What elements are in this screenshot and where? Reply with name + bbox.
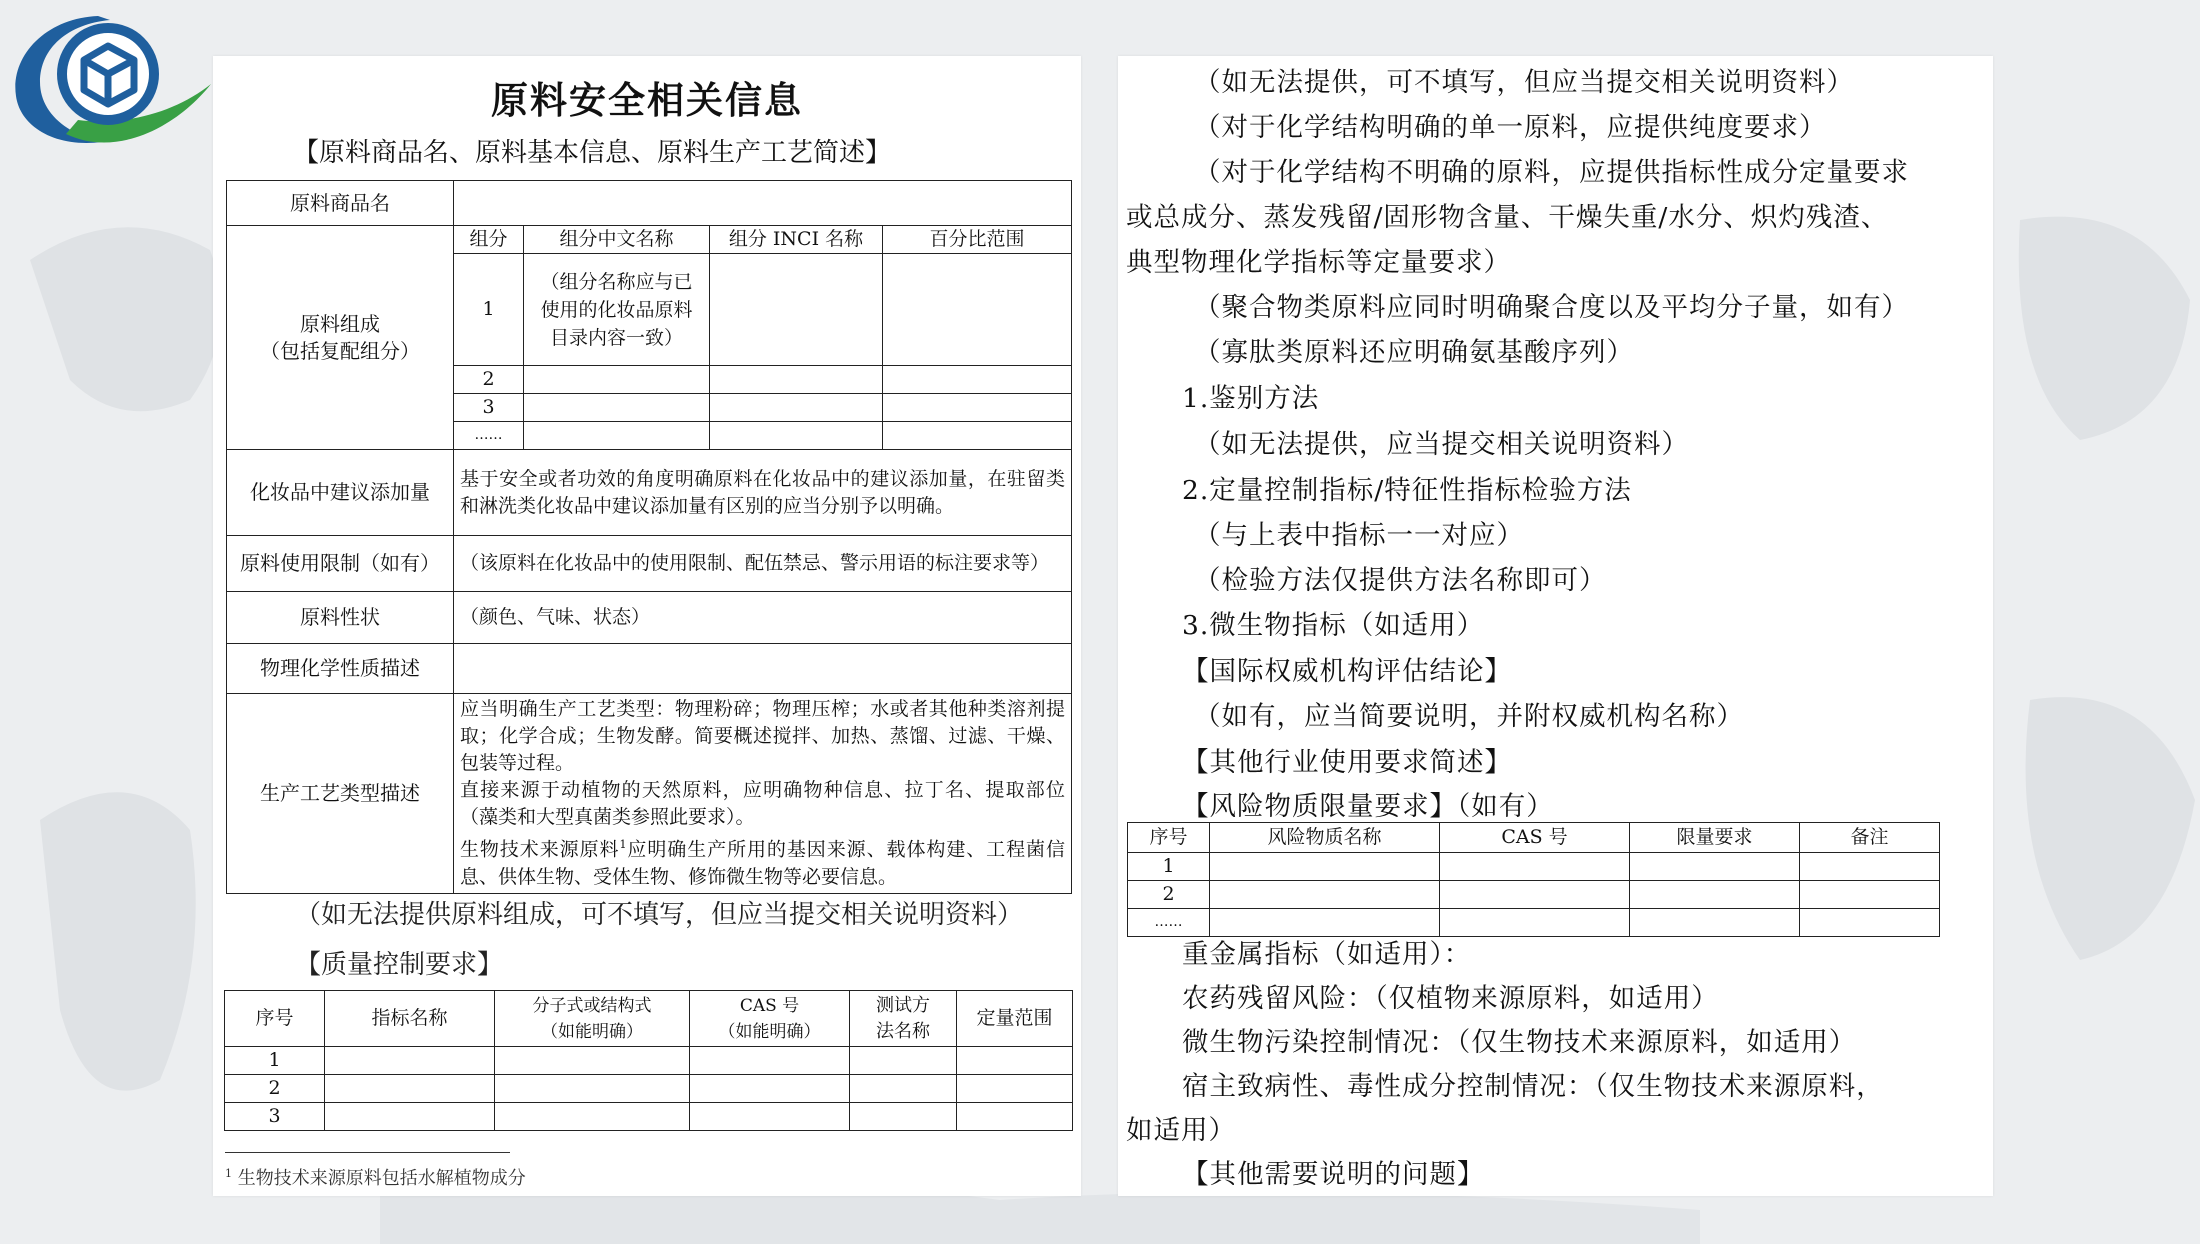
qc-row-number: 1 (225, 1047, 325, 1075)
section-heading: 【风险物质限量要求】（如有） (1182, 791, 1554, 822)
risk-cell (1210, 881, 1440, 909)
process-line (460, 831, 1065, 890)
section-heading: 3.微生物指标（如适用） (1182, 610, 1485, 641)
text-line: 典型物理化学指标等定量要求） (1126, 247, 1511, 278)
qc-cell (690, 1047, 850, 1075)
dosage-text: 基于安全或者功效的角度明确原料在化妆品中的建议添加量，在驻留类和淋洗类化妆品中建议添加量有区别的应当分别予以明确。 (454, 450, 1072, 536)
qc-cell (325, 1047, 495, 1075)
component-row-number: …… (454, 422, 524, 450)
qc-row-number: 2 (225, 1075, 325, 1103)
qc-header-line: 测试方 (876, 994, 930, 1016)
section-heading: 【国际权威机构评估结论】 (1182, 656, 1512, 687)
text-line: 如适用） (1126, 1115, 1236, 1146)
footnote-divider (225, 1152, 510, 1153)
risk-cell (1800, 881, 1940, 909)
component-inci-cell (710, 422, 883, 450)
process-line: 直接来源于动植物的天然原料，应明确物种信息、拉丁名、提取部位（藻类和大型真菌类参照此要求）。 (460, 779, 1065, 829)
process-line: 应当明确生产工艺类型：物理粉碎；物理压榨；水或者其他种类溶剂提取；化学合成；生物发酵。简要概述搅拌、加热、蒸馏、过滤、干燥、包装等过程。 (460, 698, 1065, 775)
risk-cell (1800, 853, 1940, 881)
text-line: 重金属指标（如适用）： (1182, 939, 1472, 970)
component-percent-cell (883, 422, 1072, 450)
risk-row-number: 2 (1128, 881, 1210, 909)
section-heading: 2.定量控制指标/特征性指标检验方法 (1182, 475, 1632, 506)
risk-cell (1440, 881, 1630, 909)
text-line: （寡肽类原料还应明确氨基酸序列） (1194, 337, 1634, 368)
component-row-number: 3 (454, 394, 524, 422)
risk-cell (1800, 909, 1940, 937)
text-line: （与上表中指标一一对应） (1194, 520, 1524, 551)
composition-label (227, 226, 454, 450)
page-title: 原料安全相关信息 (491, 79, 803, 122)
qc-cell (690, 1075, 850, 1103)
component-percent-cell (883, 254, 1072, 366)
physchem-cell (454, 644, 1072, 694)
risk-cell (1630, 881, 1800, 909)
process-line-part: 生物技术来源原料 (460, 838, 620, 861)
text-line: （对于化学结构不明确的原料，应提供指标性成分定量要求 (1194, 157, 1909, 188)
component-name-cell (524, 366, 710, 394)
qc-header-line: （如能明确） (541, 1021, 643, 1042)
continent-shape (40, 792, 196, 1090)
left-document-page (213, 56, 1081, 1196)
risk-cell (1210, 853, 1440, 881)
header-cn-name: 组分中文名称 (524, 226, 710, 254)
header-inci-name: 组分 INCI 名称 (710, 226, 883, 254)
footnote (225, 1164, 526, 1190)
continent-shape (30, 227, 221, 411)
footnote-text: 生物技术来源原料包括水解植物成分 (237, 1168, 526, 1189)
qc-header-line: 分子式或结构式 (532, 995, 652, 1016)
page-subtitle: 【原料商品名、原料基本信息、原料生产工艺简述】 (293, 138, 892, 168)
component-inci-cell (710, 394, 883, 422)
qc-cell (957, 1047, 1073, 1075)
qc-header-method (850, 991, 957, 1047)
raw-material-info-table (226, 180, 1072, 894)
qc-header-number: 序号 (225, 991, 325, 1047)
qc-header-line: （如能明确） (718, 1021, 821, 1042)
qc-cell (850, 1075, 957, 1103)
risk-header-name: 风险物质名称 (1210, 823, 1440, 853)
qc-cell (850, 1047, 957, 1075)
process-line-part: 应明确生产所用的基因来源、载体构建、工程菌信息、供体生物、受体生物、修饰微生物等必要信息。 (460, 838, 1065, 888)
header-component: 组分 (454, 226, 524, 254)
risk-header-cas: CAS 号 (1440, 823, 1630, 853)
text-line: （如有，应当简要说明，并附权威机构名称） (1194, 701, 1744, 732)
component-name-cell (524, 394, 710, 422)
footnote-mark: 1 (619, 838, 627, 852)
qc-section-title: 【质量控制要求】 (295, 950, 504, 980)
process-text (454, 694, 1072, 894)
risk-header-remark: 备注 (1800, 823, 1940, 853)
process-label: 生产工艺类型描述 (227, 694, 454, 894)
qc-cell (850, 1103, 957, 1131)
qc-cell (690, 1103, 850, 1131)
text-line: 宿主致病性、毒性成分控制情况：（仅生物技术来源原料， (1182, 1071, 1884, 1102)
component-row-number: 1 (454, 254, 524, 366)
trade-name-cell (454, 181, 1072, 226)
risk-cell (1630, 909, 1800, 937)
qc-header-formula (495, 991, 690, 1047)
dosage-label: 化妆品中建议添加量 (227, 450, 454, 536)
section-heading: 【其他行业使用要求简述】 (1182, 747, 1512, 778)
text-line: 农药残留风险：（仅植物来源原料，如适用） (1182, 983, 1719, 1014)
qc-cell (325, 1103, 495, 1131)
header-percent-range: 百分比范围 (883, 226, 1072, 254)
risk-row-number: 1 (1128, 853, 1210, 881)
text-line: （检验方法仅提供方法名称即可） (1194, 565, 1607, 596)
qc-header-indicator: 指标名称 (325, 991, 495, 1047)
qc-cell (495, 1075, 690, 1103)
composition-label-line: （包括复配组分） (260, 338, 420, 363)
continent-shape (2026, 697, 2195, 960)
risk-substance-table (1127, 822, 1940, 937)
section-heading: 【其他需要说明的问题】 (1182, 1159, 1485, 1190)
component-inci-cell (710, 366, 883, 394)
qc-cell (495, 1103, 690, 1131)
qc-header-line: 法名称 (876, 1020, 930, 1042)
qc-cell (325, 1075, 495, 1103)
text-line: （如无法提供，应当提交相关说明资料） (1194, 429, 1689, 460)
text-line: 微生物污染控制情况：（仅生物技术来源原料，如适用） (1182, 1027, 1857, 1058)
section-heading: 1.鉴别方法 (1182, 383, 1320, 414)
risk-header-limit: 限量要求 (1630, 823, 1800, 853)
restriction-text: （该原料在化妆品中的使用限制、配伍禁忌、警示用语的标注要求等） (454, 536, 1072, 592)
text-line: （对于化学结构明确的单一原料，应提供纯度要求） (1194, 112, 1827, 143)
risk-cell (1630, 853, 1800, 881)
trade-name-label: 原料商品名 (227, 181, 454, 226)
text-line: （如无法提供，可不填写，但应当提交相关说明资料） (1194, 67, 1854, 98)
continent-shape (2019, 217, 2190, 440)
appearance-text: （颜色、气味、状态） (454, 592, 1072, 644)
risk-row-number: …… (1128, 909, 1210, 937)
component-name-cell (524, 422, 710, 450)
physchem-label: 物理化学性质描述 (227, 644, 454, 694)
qc-header-range: 定量范围 (957, 991, 1073, 1047)
qc-cell (957, 1075, 1073, 1103)
composition-label-line: 原料组成 (300, 311, 380, 336)
qc-row-number: 3 (225, 1103, 325, 1131)
qc-header-cas (690, 991, 850, 1047)
component-percent-cell (883, 394, 1072, 422)
footnote-mark: 1 (225, 1167, 232, 1180)
restriction-label: 原料使用限制（如有） (227, 536, 454, 592)
right-document-page (1118, 56, 1993, 1196)
quality-control-table (224, 990, 1073, 1131)
component-row-number: 2 (454, 366, 524, 394)
qc-cell (957, 1103, 1073, 1131)
composition-note: （如无法提供原料组成，可不填写，但应当提交相关说明资料） (295, 900, 1024, 930)
component-percent-cell (883, 366, 1072, 394)
text-line: 或总成分、蒸发残留/固形物含量、干燥失重/水分、炽灼残渣、 (1126, 202, 1889, 233)
component-inci-cell (710, 254, 883, 366)
component-name-note: （组分名称应与已使用的化妆品原料目录内容一致） (524, 254, 710, 366)
text-line: （聚合物类原料应同时明确聚合度以及平均分子量，如有） (1194, 292, 1909, 323)
qc-cell (495, 1047, 690, 1075)
qc-header-line: CAS 号 (739, 995, 800, 1016)
appearance-label: 原料性状 (227, 592, 454, 644)
leaf-cube-logo (6, 8, 216, 148)
risk-header-number: 序号 (1128, 823, 1210, 853)
risk-cell (1440, 853, 1630, 881)
